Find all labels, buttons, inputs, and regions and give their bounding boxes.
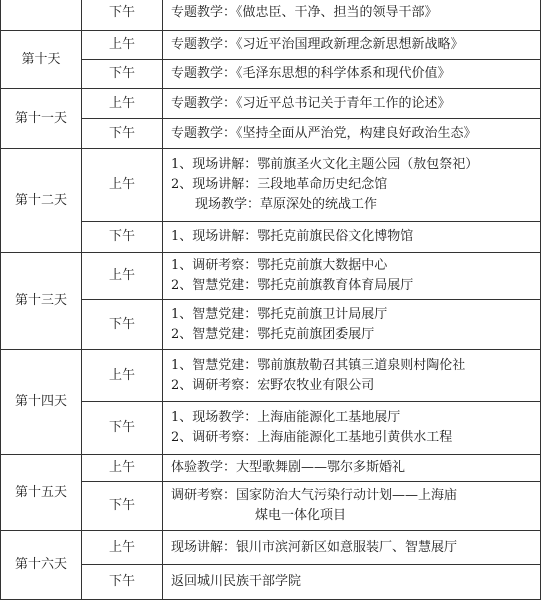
table-row: [1, 565, 541, 600]
table-row: [1, 31, 541, 60]
content-line: 1、智慧党建：鄂托克前旗卫计局展厅: [171, 306, 388, 322]
content-cell: [163, 149, 541, 222]
table-row: [1, 531, 541, 565]
day-cell: 第十三天: [1, 253, 82, 350]
content-line: 2、调研考察：宏野农牧业有限公司: [171, 377, 375, 393]
period-cell: 上午: [82, 253, 163, 300]
table-row: [1, 89, 541, 119]
content-line: 现场教学：草原深处的统战工作: [195, 197, 378, 212]
content-line: 1、现场讲解：鄂托克前旗民俗文化博物馆: [171, 229, 414, 244]
content-line: 专题教学：《毛泽东思想的科学体系和现代价值》: [171, 66, 451, 81]
table-row: [1, 455, 541, 482]
content-cell: [163, 455, 541, 482]
content-line: 2、智慧党建：鄂托克前旗团委展厅: [171, 326, 375, 342]
content-line: 调研考察：国家防治大气污染行动计划——上海庙: [171, 488, 458, 503]
content-line: 1、调研考察：鄂托克前旗大数据中心: [171, 258, 388, 273]
table-row: [1, 0, 541, 31]
period-cell: 下午: [82, 482, 163, 531]
period-cell: 上午: [82, 531, 163, 565]
period-cell: 下午: [82, 300, 163, 350]
content-line: 现场讲解：银川市滨河新区如意服装厂、智慧展厅: [171, 539, 458, 555]
day-cell: 第十二天: [1, 149, 82, 253]
day-cell: 第十天: [1, 31, 82, 89]
period-cell: 上午: [82, 31, 163, 60]
content-line: 专题教学：《习近平治国理政新理念新思想新战略》: [171, 37, 464, 52]
period-cell: 上午: [82, 149, 163, 222]
content-line: 体验教学：大型歌舞剧——鄂尔多斯婚礼: [171, 460, 406, 475]
content-line: 返回城川民族干部学院: [171, 574, 302, 589]
day-cell: 第十四天: [1, 350, 82, 455]
content-cell: [163, 350, 541, 402]
content-cell: [163, 402, 541, 455]
content-cell: [163, 0, 541, 31]
content-line: 2、调研考察：上海庙能源化工基地引黄供水工程: [171, 430, 453, 445]
content-cell: [163, 531, 541, 565]
content-line: 1、现场讲解：鄂前旗圣火文化主题公园（敖包祭祀）: [171, 157, 479, 172]
period-cell: 下午: [82, 60, 163, 89]
content-line: 煤电一体化项目: [255, 508, 347, 523]
content-line: 专题教学：《做忠臣、干净、担当的领导干部》: [171, 5, 438, 20]
content-line: 1、现场教学：上海庙能源化工基地展厅: [171, 410, 401, 425]
period-cell: 下午: [82, 565, 163, 600]
content-cell: [163, 31, 541, 60]
period-cell: 下午: [82, 402, 163, 455]
day-cell: 第十一天: [1, 89, 82, 149]
content-line: 专题教学：《坚持全面从严治党，构建良好政治生态》: [171, 125, 477, 141]
content-cell: [163, 482, 541, 531]
content-cell: [163, 565, 541, 600]
period-cell: 下午: [82, 119, 163, 149]
content-cell: [163, 89, 541, 119]
day-cell: 第十六天: [1, 531, 82, 600]
day-cell: 第十五天: [1, 455, 82, 531]
content-line: 2、智慧党建：鄂托克前旗教育体育局展厅: [171, 278, 414, 293]
period-cell: 上午: [82, 350, 163, 402]
content-cell: [163, 253, 541, 300]
day-cell: [1, 0, 82, 31]
period-cell: 上午: [82, 89, 163, 119]
period-cell: 下午: [82, 0, 163, 31]
table-row: [1, 482, 541, 531]
period-cell: 下午: [82, 222, 163, 253]
content-cell: [163, 300, 541, 350]
content-cell: [163, 60, 541, 89]
table-row: [1, 350, 541, 402]
table-row: [1, 119, 541, 149]
content-line: 1、智慧党建：鄂前旗敖勒召其镇三道泉则村陶伦社: [171, 357, 466, 373]
content-line: 2、现场讲解：三段地革命历史纪念馆: [171, 177, 388, 192]
table-row: [1, 222, 541, 253]
table-row: [1, 300, 541, 350]
period-cell: 上午: [82, 455, 163, 482]
table-row: [1, 253, 541, 300]
content-line: 专题教学：《习近平总书记关于青年工作的论述》: [171, 95, 451, 111]
table-row: [1, 149, 541, 222]
content-cell: [163, 119, 541, 149]
content-cell: [163, 222, 541, 253]
table-row: [1, 60, 541, 89]
table-row: [1, 402, 541, 455]
